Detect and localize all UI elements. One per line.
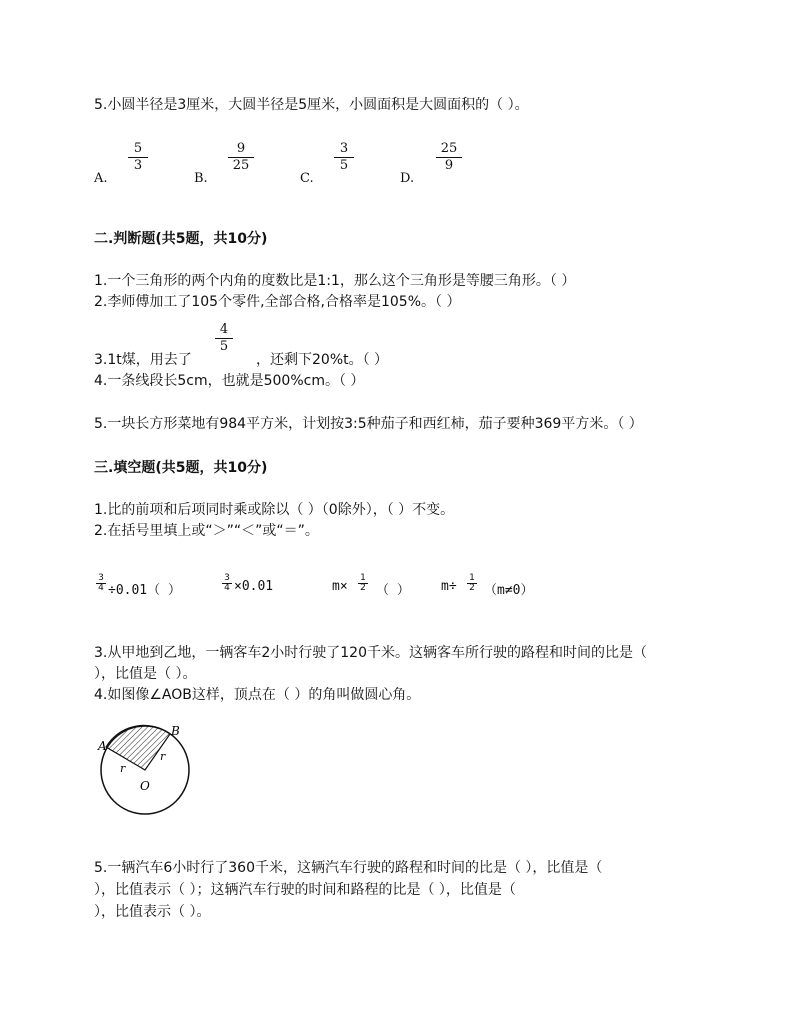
option-b-fraction xyxy=(228,142,254,173)
expr2-numerator: 3 xyxy=(222,574,232,584)
option-a-fraction xyxy=(128,142,148,173)
section3-heading: 三.填空题(共5题，共10分) xyxy=(94,460,268,476)
judge-q1: 1.一个三角形的两个内角的度数比是1:1，那么这个三角形是等腰三角形。（ ） xyxy=(94,273,576,289)
judge-q2: 2.李师傅加工了105个零件,全部合格,合格率是105%。（ ） xyxy=(94,294,461,310)
judge-q5: 5.一块长方形菜地有984平方米，计划按3:5种茄子和西红柿，茄子要种369平方米。（ ） xyxy=(94,416,643,432)
fill-q3-line2: ），比值是（ ）。 xyxy=(94,666,197,682)
option-d-fraction xyxy=(436,142,462,173)
fill-q5-line3: ），比值表示（ ）。 xyxy=(94,904,211,920)
option-c-numerator: 3 xyxy=(334,142,354,158)
option-c-denominator: 5 xyxy=(339,158,349,173)
fill-q5-line1: 5.一辆汽车6小时行了360千米，这辆汽车行驶的路程和时间的比是（ ），比值是（ xyxy=(94,860,603,876)
expr3-rest: （ ） xyxy=(376,583,410,598)
fill-q1: 1.比的前项和后项同时乘或除以（ ）（0除外），（ ）不变。 xyxy=(94,502,455,518)
q5-stem: 5.小圆半径是3厘米，大圆半径是5厘米，小圆面积是大圆面积的（ ）。 xyxy=(94,97,529,113)
expr3-pre: m× xyxy=(332,579,348,594)
expr2-rest: ×0.01 xyxy=(234,579,274,594)
judge-q4: 4.一条线段长5cm，也就是500%cm。（ ） xyxy=(94,373,365,389)
figure-label-b: B xyxy=(171,724,180,738)
option-a-denominator: 3 xyxy=(133,158,143,173)
figure-label-r-left: r xyxy=(120,762,126,775)
central-angle-figure xyxy=(92,720,212,840)
figure-label-r-right: r xyxy=(160,750,166,763)
expr2-denominator: 4 xyxy=(224,583,230,593)
option-a-label: A. xyxy=(94,171,108,186)
option-d-denominator: 9 xyxy=(444,158,454,173)
figure-label-o: O xyxy=(140,779,150,793)
expr1-denominator: 4 xyxy=(98,583,104,593)
expr3-denominator: 2 xyxy=(360,583,366,593)
expr1-rest: ÷0.01（ ） xyxy=(108,583,181,598)
option-c-label: C. xyxy=(300,171,314,186)
judge-q3-numerator: 4 xyxy=(215,323,233,339)
expr2-fraction xyxy=(222,574,232,593)
expr4-rest: （m≠0） xyxy=(484,583,534,598)
figure-label-a: A xyxy=(98,739,107,753)
section2-heading: 二.判断题(共5题，共10分) xyxy=(94,231,268,247)
sector-hatched xyxy=(106,725,170,770)
expr4-numerator: 1 xyxy=(467,574,477,584)
judge-q3-denominator: 5 xyxy=(219,339,229,354)
option-c-fraction xyxy=(334,142,354,173)
fill-q5-line2: ），比值表示（ ）；这辆汽车行驶的时间和路程的比是（ ），比值是（ xyxy=(94,882,516,898)
expr1-numerator: 3 xyxy=(96,574,106,584)
judge-q3-post: ，还剩下20%t。（ ） xyxy=(256,352,389,368)
option-d-numerator: 25 xyxy=(436,142,462,158)
expr4-pre: m÷ xyxy=(441,579,457,594)
option-b-label: B. xyxy=(194,171,208,186)
option-b-numerator: 9 xyxy=(228,142,254,158)
fill-q4: 4.如图像∠AOB这样，顶点在（ ）的角叫做圆心角。 xyxy=(94,687,421,703)
fill-q3-line1: 3.从甲地到乙地，一辆客车2小时行驶了120千米。这辆客车所行驶的路程和时间的比是（ xyxy=(94,645,647,661)
expr4-denominator: 2 xyxy=(469,583,475,593)
judge-q3-pre: 3.1t煤，用去了 xyxy=(94,352,192,368)
expr4-fraction xyxy=(467,574,477,593)
option-a-numerator: 5 xyxy=(128,142,148,158)
judge-q3-fraction xyxy=(215,323,233,354)
fill-q2: 2.在括号里填上或“＞”“＜”或“＝”。 xyxy=(94,523,319,539)
expr1-fraction xyxy=(96,574,106,593)
option-d-label: D. xyxy=(400,171,415,186)
option-b-denominator: 25 xyxy=(232,158,250,173)
expr3-numerator: 1 xyxy=(358,574,368,584)
expr3-fraction xyxy=(358,574,368,593)
